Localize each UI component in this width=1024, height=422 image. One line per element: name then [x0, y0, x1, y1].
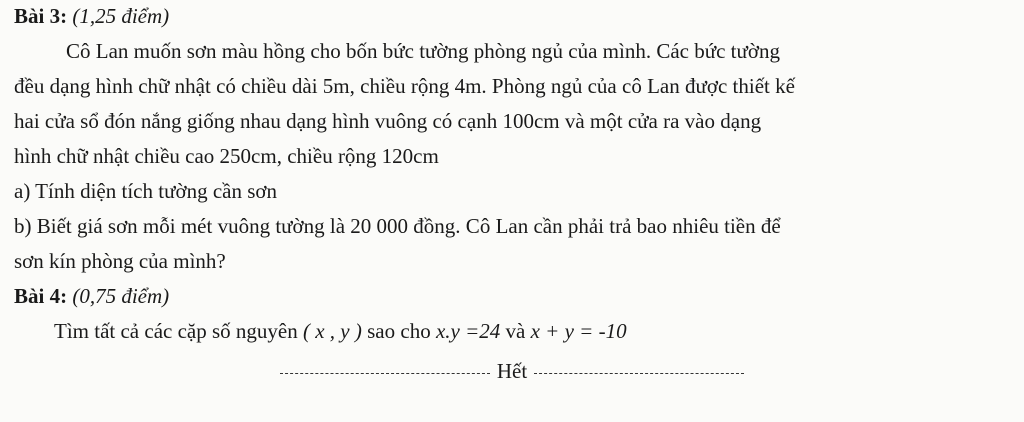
bai3-part-b-line-2: sơn kín phòng của mình?	[14, 249, 226, 273]
bai4-heading	[14, 282, 169, 310]
end-footer	[0, 357, 1024, 385]
bai3-heading	[14, 2, 169, 30]
footer-dash-left	[280, 373, 490, 374]
bai3-part-b-line-1: b) Biết giá sơn mỗi mét vuông tường là 20 000 đồng. Cô Lan cần phải trả bao nhiêu tiền để	[14, 214, 781, 238]
bai3-title: Bài 3:	[14, 4, 68, 28]
end-text: Hết	[496, 359, 528, 383]
bai4-statement-mid: sao cho	[367, 319, 431, 343]
bai3-paragraph-line-3: hai cửa sổ đón nắng giống nhau dạng hình vuông có cạnh 100cm và một cửa ra vào dạng	[14, 109, 762, 133]
bai4-statement	[54, 317, 627, 345]
bai4-equation-product: x.y =24	[435, 319, 501, 343]
bai3-paragraph-line-2: đều dạng hình chữ nhật có chiều dài 5m, chiều rộng 4m. Phòng ngủ của cô Lan được thiết kế	[14, 74, 795, 98]
bai3-paragraph-line-1: Cô Lan muốn sơn màu hồng cho bốn bức tường phòng ngủ của mình. Các bức tường	[66, 39, 780, 63]
bai3-part-a: a) Tính diện tích tường cần sơn	[14, 179, 277, 203]
bai4-equation-sum: x + y = -10	[530, 319, 627, 343]
bai3-points: (1,25 điểm)	[72, 4, 170, 28]
bai4-statement-prefix: Tìm tất cả các cặp số nguyên	[54, 319, 298, 343]
bai4-title: Bài 4:	[14, 284, 68, 308]
bai4-pair: ( x , y )	[302, 319, 362, 343]
bai4-conjunction: và	[505, 319, 526, 343]
bai3-paragraph-line-4: hình chữ nhật chiều cao 250cm, chiều rộng 120cm	[14, 144, 439, 168]
footer-dash-right	[534, 373, 744, 374]
bai4-points: (0,75 điểm)	[72, 284, 170, 308]
